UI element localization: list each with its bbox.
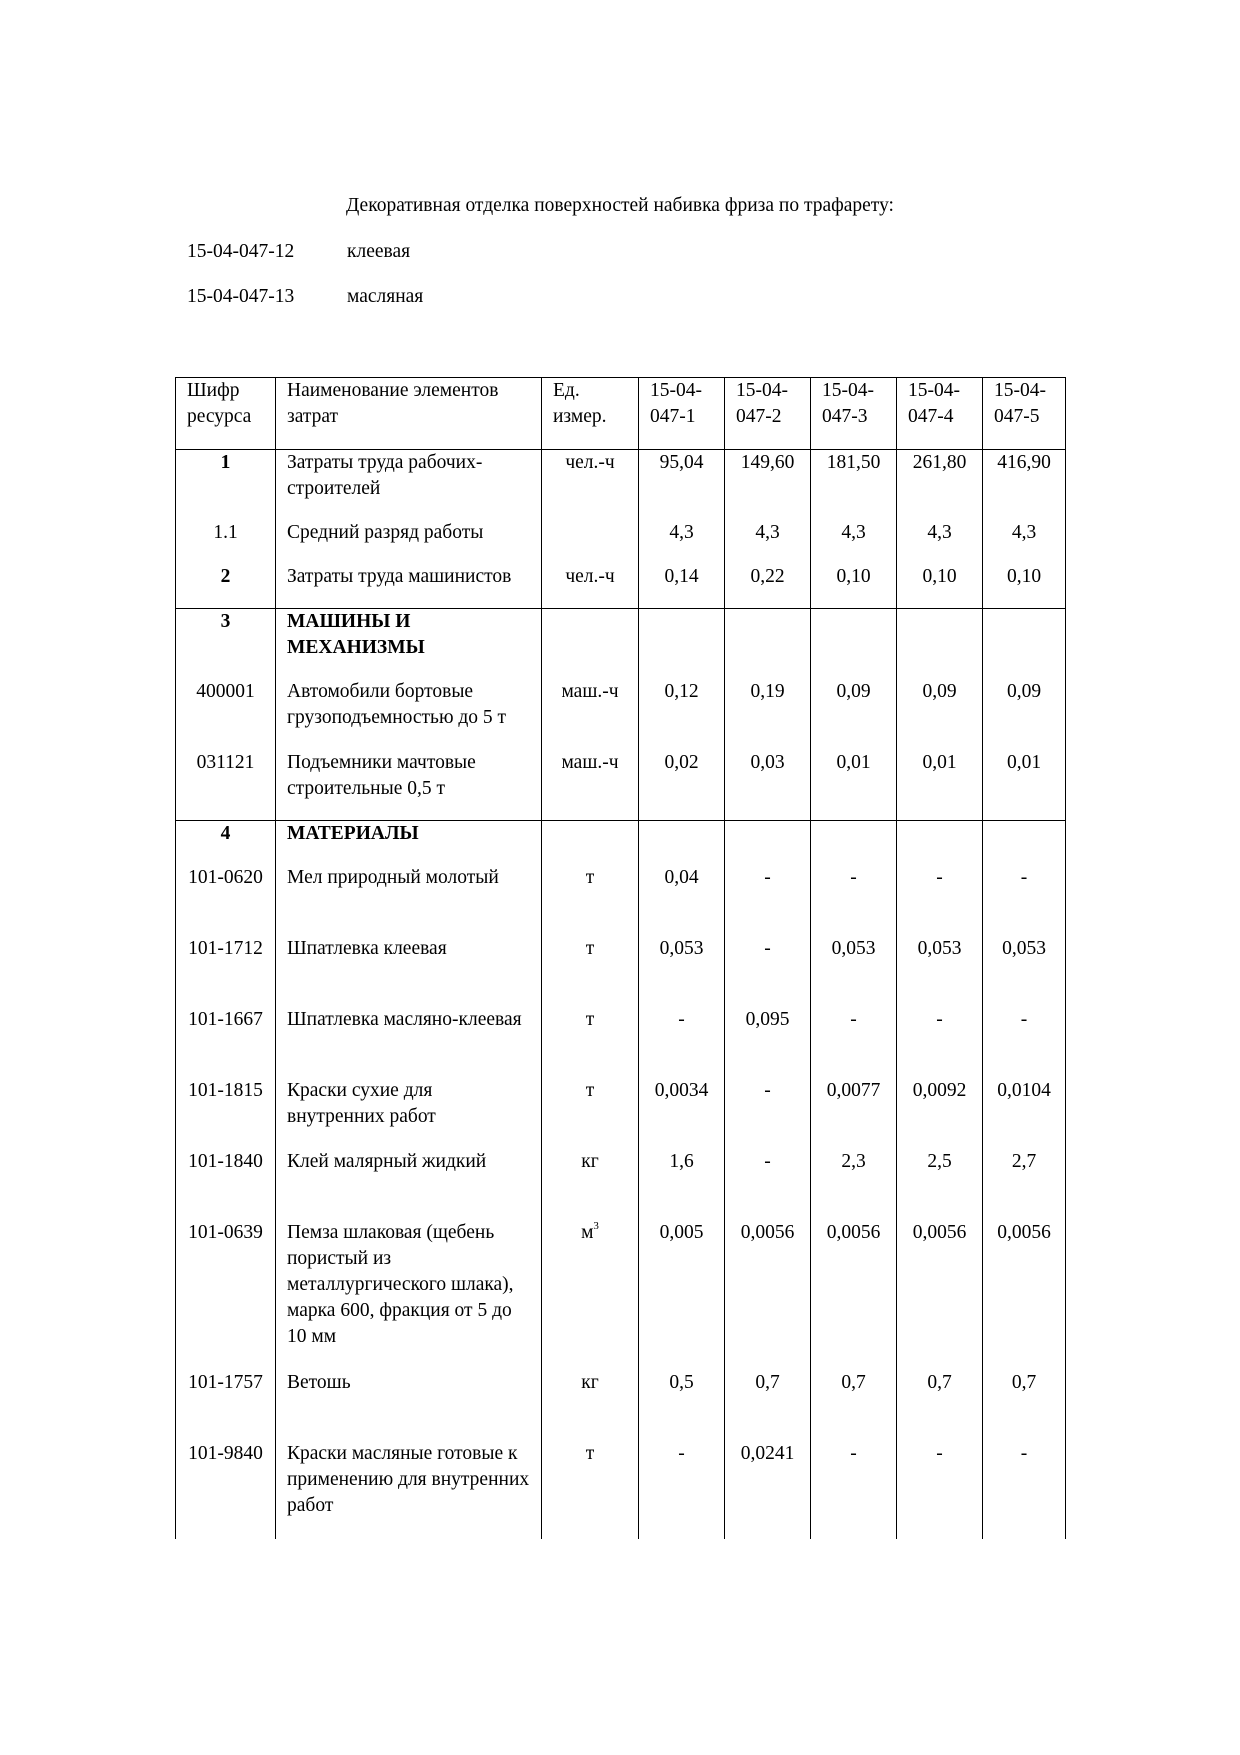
resource-code: 2 [176,564,276,609]
resource-unit: т [542,1441,639,1539]
resource-unit [542,520,639,564]
resource-name: Затраты труда машинистов [276,564,542,609]
resource-name: Средний разряд работы [276,520,542,564]
value-cell: - [639,1007,725,1078]
resource-unit: маш.-ч [542,750,639,821]
resource-code: 101-1712 [176,936,276,1007]
value-cell: 4,3 [639,520,725,564]
value-cell: - [725,1078,811,1149]
resource-code: 400001 [176,679,276,750]
code-number: 15-04-047-13 [187,286,295,307]
resource-name: Автомобили бортовые грузоподъемностью до 5 т [276,679,542,750]
value-cell [639,821,725,865]
resource-code: 4 [176,821,276,865]
table-row [176,564,1066,609]
value-cell: 0,0077 [811,1078,897,1149]
value-cell: - [897,865,983,936]
value-cell: 0,5 [639,1370,725,1441]
value-cell [725,821,811,865]
value-cell: 181,50 [811,450,897,520]
header-cell: 15-04-047-1 [639,378,725,450]
section-title: МАТЕРИАЛЫ [276,821,542,865]
value-cell [639,609,725,679]
table-row [176,1220,1066,1370]
resource-code: 1 [176,450,276,520]
resource-unit [542,609,639,679]
value-cell: 0,0056 [983,1220,1066,1370]
code-number: 15-04-047-12 [187,241,295,262]
header-cell: 15-04-047-3 [811,378,897,450]
unit-text: м [581,1221,594,1243]
value-cell: 149,60 [725,450,811,520]
resource-unit [542,1220,639,1370]
value-cell [897,821,983,865]
value-cell [897,609,983,679]
resource-code: 031121 [176,750,276,821]
value-cell: - [639,1441,725,1539]
value-cell [811,821,897,865]
value-cell: 0,053 [983,936,1066,1007]
header-cell: 15-04-047-5 [983,378,1066,450]
resource-name: Шпатлевка клеевая [276,936,542,1007]
value-cell: 261,80 [897,450,983,520]
value-cell: 0,10 [983,564,1066,609]
value-cell: - [811,865,897,936]
resource-code: 101-0639 [176,1220,276,1370]
value-cell: 0,09 [897,679,983,750]
value-cell: - [983,1441,1066,1539]
value-cell: 416,90 [983,450,1066,520]
value-cell: 0,7 [983,1370,1066,1441]
value-cell: 0,01 [811,750,897,821]
code-line [187,238,410,266]
resource-unit: маш.-ч [542,679,639,750]
resource-unit: т [542,865,639,936]
value-cell: 0,14 [639,564,725,609]
value-cell: - [897,1441,983,1539]
value-cell: 0,0034 [639,1078,725,1149]
resource-name: Мел природный молотый [276,865,542,936]
resource-unit: чел.-ч [542,450,639,520]
table-header-row [176,378,1066,450]
resource-name: Шпатлевка масляно-клеевая [276,1007,542,1078]
value-cell: 0,12 [639,679,725,750]
value-cell: 2,3 [811,1149,897,1220]
resource-code: 101-1815 [176,1078,276,1149]
resource-unit: кг [542,1149,639,1220]
value-cell: 0,0092 [897,1078,983,1149]
resource-name: Подъемники мачтовые строительные 0,5 т [276,750,542,821]
value-cell: 0,7 [811,1370,897,1441]
value-cell: 0,09 [811,679,897,750]
resource-code: 101-0620 [176,865,276,936]
value-cell: 4,3 [725,520,811,564]
resource-code: 101-9840 [176,1441,276,1539]
resource-name: Краски масляные готовые к применению для внутренних работ [276,1441,542,1539]
section-title: МАШИНЫ И МЕХАНИЗМЫ [276,609,542,679]
value-cell: 0,01 [983,750,1066,821]
table-row [176,1370,1066,1441]
value-cell: - [811,1441,897,1539]
value-cell: 4,3 [811,520,897,564]
value-cell [983,821,1066,865]
value-cell: - [983,1007,1066,1078]
value-cell: 0,053 [897,936,983,1007]
value-cell: 0,0056 [725,1220,811,1370]
table-row [176,679,1066,750]
header-cell: Шифр ресурса [176,378,276,450]
value-cell: 2,7 [983,1149,1066,1220]
header-cell: 15-04-047-2 [725,378,811,450]
value-cell: - [725,1149,811,1220]
value-cell: 1,6 [639,1149,725,1220]
value-cell: 0,22 [725,564,811,609]
table-row [176,450,1066,520]
header-cell: Ед. измер. [542,378,639,450]
value-cell: 95,04 [639,450,725,520]
resource-unit: т [542,936,639,1007]
value-cell [983,609,1066,679]
resource-unit: кг [542,1370,639,1441]
value-cell: - [725,936,811,1007]
value-cell: 2,5 [897,1149,983,1220]
section-row [176,821,1066,865]
resource-code: 1.1 [176,520,276,564]
resource-name: Пемза шлаковая (щебень пористый из металлургического шлака), марка 600, фракция от 5 до 10 мм [276,1220,542,1370]
document-title: Декоративная отделка поверхностей набивка фриза по трафарету: [346,195,894,216]
value-cell: 0,053 [639,936,725,1007]
value-cell: 0,10 [897,564,983,609]
value-cell: 0,7 [897,1370,983,1441]
value-cell: 0,0104 [983,1078,1066,1149]
table-row [176,1149,1066,1220]
resource-unit: т [542,1007,639,1078]
header-cell: Наименование элементов затрат [276,378,542,450]
resource-name: Краски сухие для внутренних работ [276,1078,542,1149]
value-cell: - [725,865,811,936]
resource-name: Затраты труда рабочих-строителей [276,450,542,520]
value-cell [725,609,811,679]
value-cell: 0,03 [725,750,811,821]
table-row [176,1007,1066,1078]
table-row [176,520,1066,564]
resource-name: Клей малярный жидкий [276,1149,542,1220]
value-cell: 0,09 [983,679,1066,750]
value-cell: 0,0056 [811,1220,897,1370]
table-row [176,865,1066,936]
value-cell [811,609,897,679]
value-cell: 0,0056 [897,1220,983,1370]
value-cell: 0,7 [725,1370,811,1441]
resource-unit [542,821,639,865]
resource-table [175,377,1066,1539]
value-cell: 0,19 [725,679,811,750]
value-cell: - [983,865,1066,936]
table-row [176,1441,1066,1539]
resource-unit: чел.-ч [542,564,639,609]
resource-unit: т [542,1078,639,1149]
value-cell: 0,04 [639,865,725,936]
code-line [187,283,423,311]
unit-superscript: 3 [593,1219,599,1232]
resource-code: 101-1840 [176,1149,276,1220]
value-cell: 4,3 [897,520,983,564]
value-cell: - [897,1007,983,1078]
value-cell: - [811,1007,897,1078]
section-row [176,609,1066,679]
resource-name: Ветошь [276,1370,542,1441]
value-cell: 0,01 [897,750,983,821]
resource-code: 101-1757 [176,1370,276,1441]
value-cell: 0,005 [639,1220,725,1370]
table-row [176,1078,1066,1149]
table-row [176,750,1066,821]
value-cell: 0,053 [811,936,897,1007]
code-name: клеевая [347,241,411,262]
code-name: масляная [347,286,424,307]
value-cell: 0,0241 [725,1441,811,1539]
resource-code: 101-1667 [176,1007,276,1078]
header-cell: 15-04-047-4 [897,378,983,450]
table-row [176,936,1066,1007]
value-cell: 0,10 [811,564,897,609]
value-cell: 0,02 [639,750,725,821]
resource-code: 3 [176,609,276,679]
value-cell: 0,095 [725,1007,811,1078]
value-cell: 4,3 [983,520,1066,564]
